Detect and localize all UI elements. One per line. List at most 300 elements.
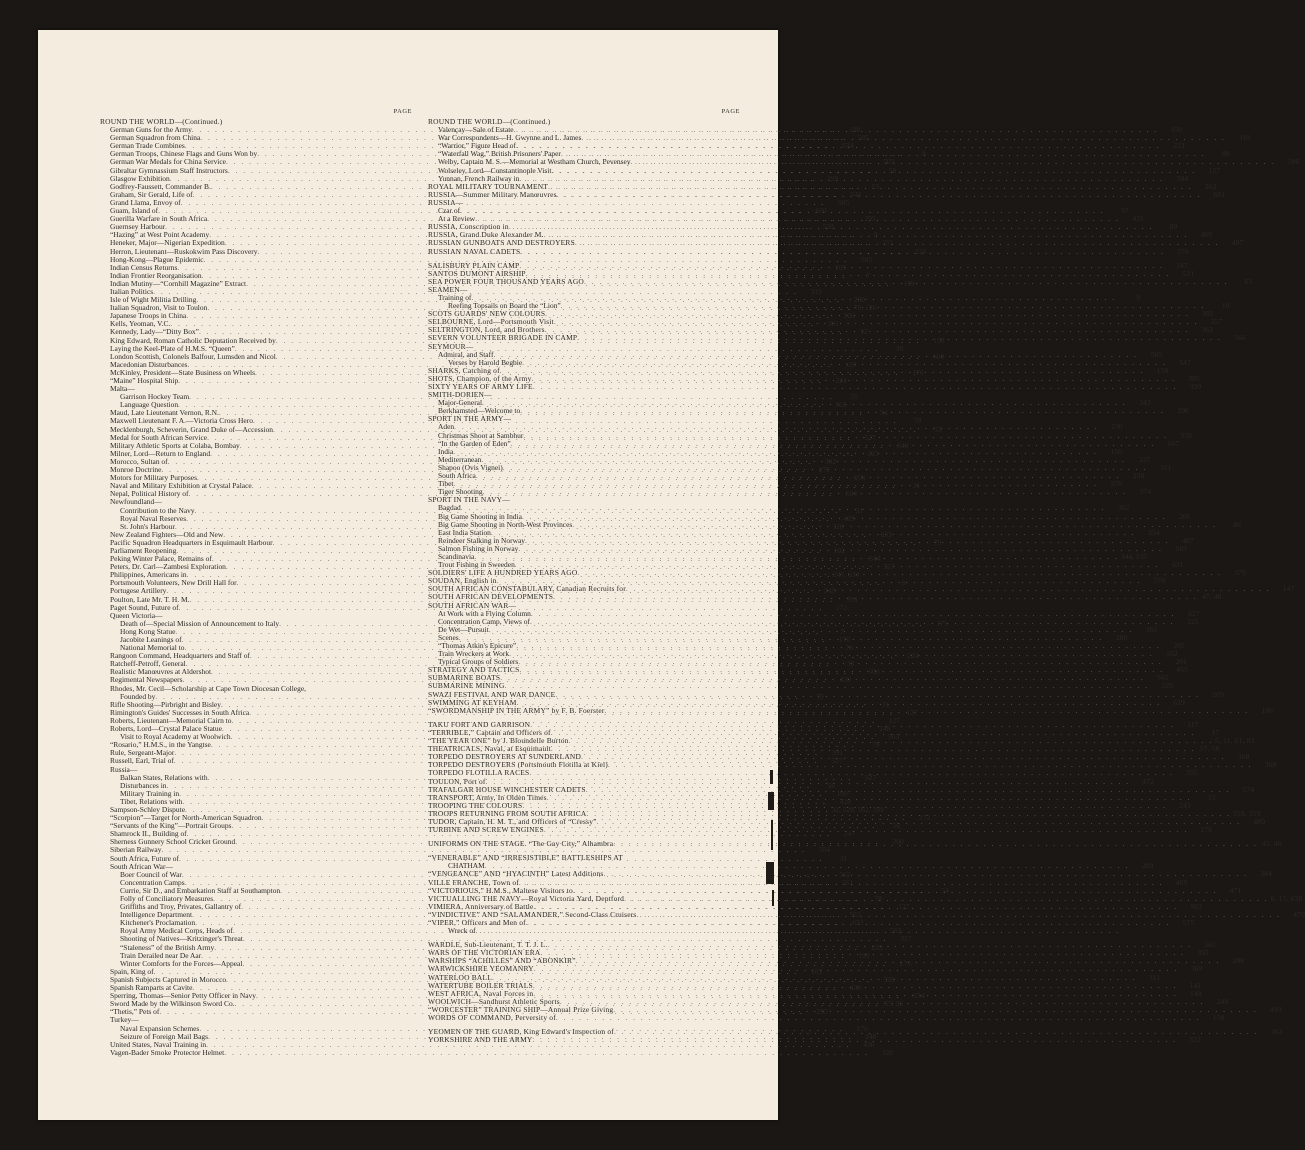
- entry-page-number: 285: [1173, 641, 1185, 650]
- entry-title: “Servants of the King”—Portrait Groups: [110, 821, 232, 831]
- entry-title: Reindeer Stalking in Norway: [438, 535, 525, 545]
- entry-page-number: 31: [840, 853, 848, 863]
- entry-title: Queen Victoria—: [110, 610, 163, 620]
- entry-title: SALISBURY PLAIN CAMP: [428, 260, 520, 270]
- entry-page-number: 198: [849, 125, 861, 135]
- entry-page-number: 472: [1142, 776, 1155, 786]
- entry-title: SOLDIERS' LIFE A HUNDRED YEARS AGO: [428, 568, 578, 578]
- entry-page-number: 57, 58: [1199, 744, 1220, 754]
- entry-page-number: 224: [914, 246, 927, 256]
- dot-leader: [544, 826, 1189, 834]
- entry-title: TORPEDO FLOTILLA RACES: [428, 768, 530, 778]
- entry-title: Train Derailed near De Aar: [120, 950, 202, 960]
- entry-title: Siberian Railway: [110, 845, 162, 855]
- entry-title: Visit to Royal Academy at Woolwich: [120, 732, 231, 742]
- entry-title: TROOPING THE COLOURS: [428, 800, 523, 810]
- entry-page-number: 78: [914, 416, 922, 426]
- entry-page-number: 600: [868, 667, 880, 677]
- entry-title: SOUDAN, English in: [428, 576, 497, 586]
- entry-page-number: 511: [1160, 462, 1172, 472]
- entry-page-number: 562: [839, 869, 851, 879]
- entry-title: Graham, Sir Gerald, Life of: [110, 189, 193, 199]
- entry-page-number: 284: [1260, 869, 1273, 879]
- entry-title: Naval and Military Exhibition at Crystal Palace: [110, 481, 252, 491]
- entry-page-number: 374: [1139, 487, 1152, 497]
- dot-leader: [556, 1014, 1201, 1022]
- entry-page-number: 528: [883, 974, 895, 984]
- entry-page-number: 429: [839, 796, 851, 806]
- entry-title: Guam, Island of: [110, 206, 159, 216]
- entry-title: Garrison Hockey Team: [120, 392, 190, 402]
- binding-edge-marks: [762, 770, 778, 910]
- entry-title: VIMIERA, Anniversary of Battle: [428, 901, 534, 911]
- entry-title: Spain, King of: [110, 966, 154, 976]
- entry-title: Folly of Conciliatory Measures: [120, 894, 214, 903]
- entry-page-number: 430: [849, 983, 861, 993]
- entry-page-number: 344: [849, 189, 862, 199]
- entry-title: “Waterfall Wag,” British Prisoners' Paper: [438, 149, 561, 159]
- entry-page-number: 585: [857, 133, 869, 143]
- entry-title: East India Station: [438, 527, 491, 537]
- dot-leader: [613, 837, 1258, 848]
- entry-title: Italian Squadron, Visit to Toulon: [110, 303, 208, 313]
- entry-page-number: 10: [1221, 301, 1230, 311]
- entry-page-number: 502: [1166, 649, 1178, 659]
- entry-page-number: 159: [1177, 246, 1189, 256]
- entry-page-number: 199: [858, 950, 870, 960]
- entry-page-number: 223: [871, 942, 883, 952]
- entry-title: Yunnan, French Railway in: [438, 173, 520, 183]
- entry-title: Czar of: [438, 206, 461, 216]
- entry-title: Hong Kong Statue: [120, 626, 176, 636]
- entry-title: Parliament Reopening: [110, 545, 177, 555]
- entry-page-number: 619: [1173, 697, 1186, 707]
- entry-page-number: 320: [881, 1047, 893, 1057]
- entry-title: TUDOR, Captain, H. M. T., and Officers of “Cressy”: [428, 816, 597, 826]
- entry-title: “Hazing” at West Point Academy: [110, 230, 210, 240]
- entry-page-number: 575: [1182, 918, 1195, 927]
- entry-title: SEYMOUR—: [428, 341, 474, 351]
- entry-page-number: 559: [1180, 430, 1192, 440]
- entry-title: Heneker, Major—Nigerian Expedition: [110, 238, 225, 248]
- entry-title: SWAZI FESTIVAL AND WAR DANCE: [428, 689, 556, 699]
- entry-page-number: 54: [941, 885, 949, 895]
- entry-page-number: 54: [880, 408, 888, 418]
- entry-title: SANTOS DUMONT AIRSHIP: [428, 268, 526, 278]
- entry-title: Philippines, Americans in: [110, 570, 187, 580]
- entry-title: RUSSIA—Summer Military Manœuvres: [428, 189, 557, 199]
- entry-title: Macedonian Disturbances: [110, 359, 188, 369]
- entry-title: RUSSIA, Grand Duke Alexander M.: [428, 230, 544, 240]
- entry-title: De Wet—Pursuit: [438, 624, 489, 634]
- entry-title: Founded by: [120, 691, 156, 701]
- entry-page-number: 296: [1177, 406, 1189, 416]
- entry-page-number: 565: [1156, 673, 1169, 683]
- entry-title: Train Wreckers at Work: [438, 649, 510, 659]
- entry-page-number: 344: [869, 554, 881, 564]
- entry-page-number: 47, 48: [1201, 592, 1222, 602]
- entry-title: Nepal, Political History of: [110, 489, 189, 499]
- entry-page-number: 329: [1161, 681, 1174, 691]
- entry-title: German Guns for the Army: [110, 125, 192, 135]
- entry-title: United States, Naval Training in: [110, 1039, 207, 1049]
- entry-page-number: 566: [1233, 333, 1246, 343]
- entry-title: Laying the Keel-Plate of H.M.S. “Queen”: [110, 343, 235, 353]
- entry-page-number: 103: [810, 966, 823, 976]
- entry-page-number: 569: [1150, 349, 1162, 359]
- entry-title: Sherness Gunnery School Cricket Ground: [110, 837, 236, 847]
- entry-title: STRATEGY AND TACTICS: [428, 665, 520, 675]
- entry-title: Winter Comforts for the Forces—Appeal: [120, 958, 243, 968]
- entry-page-number: 80: [1221, 149, 1230, 159]
- entry-title: Malta—: [110, 384, 135, 394]
- entry-page-number: 56: [892, 821, 900, 831]
- entry-page-number: 254: [1148, 527, 1160, 537]
- entry-page-number: 343: [1139, 398, 1151, 408]
- dot-leader: [476, 927, 1121, 935]
- entry-page-number: 570: [1153, 576, 1166, 586]
- entry-page-number: 421: [1132, 214, 1144, 224]
- entry-page-number: 363: [1270, 1027, 1283, 1037]
- entry-title: WARS OF THE VICTORIAN ERA: [428, 948, 541, 958]
- entry-title: New Zealand Fighters—Old and New: [110, 529, 224, 539]
- entry-page-number: 585: [860, 254, 873, 264]
- entry-title: Shooting of Natives—Kritzinger's Threat: [120, 934, 243, 944]
- entry-page-number: 31: [855, 505, 864, 515]
- entry-title: Tibet: [438, 479, 454, 489]
- entry-title: German Troops, Chinese Flags and Guns Won by: [110, 149, 258, 159]
- entry-page-number: 151: [882, 238, 894, 248]
- entry-page-number: 527: [864, 772, 877, 782]
- entry-title: Big Game Shooting in North-West Provinces: [438, 519, 573, 529]
- entry-title: Wolseley, Lord—Constantinople Visit: [438, 165, 552, 175]
- entry-title: Maxwell Lieutenant F. A.—Victoria Cross Hero: [110, 416, 253, 426]
- page-column-label: PAGE: [393, 108, 412, 115]
- entry-title: “Rosario,” H.M.S., in the Yangtse: [110, 740, 211, 750]
- entry-page-number: 527: [883, 562, 895, 572]
- entry-title: Italian Politics: [110, 286, 154, 296]
- entry-title: WARDLE, Sub-Lieutenant, T. T. J. L.: [428, 940, 548, 950]
- entry-title: Seizure of Foreign Mail Bags: [120, 1031, 208, 1041]
- entry-page-number: 223: [867, 448, 879, 458]
- dot-leader: [520, 407, 1165, 418]
- entry-page-number: 158: [1156, 365, 1169, 375]
- entry-page-number: 272: [818, 465, 830, 475]
- entry-title: London Scottish, Colonels Balfour, Lumsden and Nicol: [110, 351, 276, 361]
- entry-title: “VENGEANCE” AND “HYACINTH” Latest Additions: [428, 869, 604, 879]
- entry-page-number: 176: [838, 635, 851, 644]
- entry-page-number: 368: [1264, 760, 1277, 770]
- entry-page-number: 224: [907, 651, 919, 661]
- entry-title: Salmon Fishing in Norway: [438, 543, 519, 553]
- entry-page-number: 230: [1111, 422, 1123, 432]
- entry-title: Glasgow Exhibition: [110, 173, 170, 183]
- entry-title: “THE YEAR ONE” by J. Bloundelle Burton: [428, 736, 569, 746]
- entry-page-number: 103: [834, 262, 846, 272]
- entry-page-number: 147: [1282, 584, 1295, 594]
- index-entry: [100, 1047, 893, 1057]
- entry-page-number: 248: [879, 724, 891, 734]
- entry-page-number: 280: [1116, 632, 1128, 642]
- entry-page-number: 89: [1169, 222, 1178, 232]
- entry-page-number: 562: [849, 910, 861, 920]
- entry-title: Rangoon Command, Headquarters and Staff of: [110, 651, 250, 661]
- dot-leader: [224, 1049, 869, 1057]
- entry-title: Morocco, Sultan of: [110, 456, 168, 466]
- entry-title: Regimental Newspapers: [110, 675, 183, 685]
- entry-title: Paget Sound, Future of: [110, 602, 179, 612]
- entry-title: Griffiths and Troy, Privates, Gallantry of: [120, 902, 242, 912]
- entry-title: At Work with a Flying Column: [438, 608, 531, 618]
- entry-page-number: 8: [921, 149, 926, 159]
- entry-page-number: 391: [827, 319, 839, 329]
- entry-page-number: 322: [1189, 1035, 1201, 1045]
- entry-page-number: 199: [903, 278, 915, 288]
- entry-page-number: 504: [1176, 173, 1188, 183]
- entry-title: “Maine” Hospital Ship: [110, 376, 179, 385]
- entry-page-number: 430: [839, 675, 852, 685]
- dot-leader: [605, 707, 1250, 715]
- entry-title: “Thomas Atkin's Epicure”: [438, 641, 517, 650]
- entry-title: Rule, Sergeant-Major: [110, 748, 175, 758]
- entry-page-number: 430: [863, 1039, 875, 1049]
- entry-page-number: 158: [1212, 1013, 1225, 1023]
- entry-title: “VINDICTIVE” AND “SALAMANDER,” Second-Class Cruisers: [428, 909, 637, 919]
- entry-title: Trout Fishing in Sweeden: [438, 560, 515, 570]
- entry-title: Newfoundland—: [110, 497, 162, 507]
- entry-title: Indian Frontier Reorganisation: [110, 270, 202, 280]
- entry-title: Valençay—Sale of Estate: [438, 125, 514, 135]
- entry-page-number: 247: [844, 829, 856, 839]
- entry-title: Tibet, Relations with: [120, 796, 183, 806]
- entry-page-number: 583: [1175, 543, 1187, 553]
- entry-title: TURBINE AND SCREW ENGINES: [428, 825, 544, 835]
- entry-page-number: 17: [1211, 727, 1220, 737]
- entry-page-number: 319: [1238, 133, 1250, 143]
- entry-title: SEAMEN—: [428, 284, 468, 294]
- entry-page-number: 487: [1182, 535, 1194, 545]
- entry-page-number: 148: [1190, 988, 1202, 998]
- entry-title: VILLE FRANCHE, Town of: [428, 877, 519, 887]
- entry-page-number: 150: [933, 335, 945, 345]
- entry-page-number: 289: [1142, 861, 1154, 871]
- entry-page-number: 633: [880, 529, 892, 539]
- entry-title: SHARKS, Catching of: [428, 365, 500, 375]
- entry-title: Realistic Manœuvres at Aldershot: [110, 667, 212, 677]
- entry-title: South Africa, Future of: [110, 853, 179, 863]
- entry-page-number: 55: [871, 181, 880, 191]
- entry-page-number: 32: [860, 327, 868, 337]
- entry-title: Shapoo (Ovis Vignei): [438, 462, 503, 472]
- entry-page-number: 327: [1138, 454, 1150, 464]
- entry-title: Pacific Squadron Headquarters in Esquimault Harbour: [110, 537, 273, 547]
- entry-page-number: 176: [912, 367, 924, 377]
- entry-title: India: [438, 446, 454, 456]
- entry-page-number: 272: [835, 602, 848, 612]
- entry-title: SWIMMING AT KEYHAM: [428, 697, 517, 707]
- entry-title: Herron, Lieutenant—Ruskokwim Pass Discovery: [110, 246, 258, 256]
- entry-page-number: 607: [1168, 438, 1180, 448]
- entry-page-number: 97: [1121, 206, 1129, 216]
- entry-page-number: 32, 528, 562, 599: [831, 804, 884, 814]
- entry-title: WEST AFRICA, Naval Forces in: [428, 988, 534, 998]
- entry-page-number: 208: [1232, 956, 1245, 966]
- entry-title: Indian Census Returns: [110, 262, 178, 272]
- entry-page-number: 393: [1197, 948, 1209, 958]
- entry-title: Christmas Shoot at Sambhur: [438, 430, 524, 440]
- entry-page-number: 469: [1200, 230, 1213, 240]
- entry-page-number: 561: [1204, 940, 1216, 950]
- entry-page-number: 521: [1182, 268, 1195, 278]
- entry-title: TOULON, Port of: [428, 776, 486, 786]
- entry-title: SHOTS, Champion, of the Army: [428, 373, 532, 383]
- entry-title: Training of: [438, 292, 472, 302]
- entry-page-number: 379: [1234, 568, 1246, 578]
- entry-page-number: 175: [899, 958, 911, 968]
- entry-page-number: 33: [1207, 792, 1216, 802]
- entry-title: Roberts, Lord—Crystal Palace Statue: [110, 724, 222, 734]
- entry-page-number: 391: [846, 594, 858, 604]
- entry-title: King Edward, Roman Catholic Deputation Received by: [110, 335, 276, 345]
- entry-title: ROYAL MILITARY TOURNAMENT: [428, 181, 549, 191]
- entry-title: “Thetis,” Pets of: [110, 1007, 160, 1017]
- entry-title: Poulton, Late Mr. T. H. M.: [110, 594, 190, 604]
- entry-title: “SWORDMANSHIP IN THE ARMY” by F. B. Foerster: [428, 705, 605, 715]
- entry-page-number: 561: [835, 400, 847, 410]
- entry-page-number: 31: [882, 699, 890, 709]
- entry-title: Mediterranean: [438, 454, 482, 464]
- entry-title: South Africa: [438, 471, 476, 481]
- entry-title: St. John's Harbour: [120, 521, 175, 531]
- entry-page-number: 127: [888, 715, 900, 725]
- entry-title: SOUTH AFRICAN WAR—: [428, 600, 517, 610]
- entry-title: Isle of Wight Militia Drilling: [110, 295, 197, 305]
- entry-page-number: 200: [853, 295, 865, 305]
- entry-page-number: 125: [1187, 616, 1199, 626]
- entry-title: Portsmouth Volunteers, New Drill Hall for: [110, 578, 237, 588]
- entry-title: Sampson-Schley Dispute: [110, 804, 185, 814]
- entry-title: Berkhamsted—Welcome to: [438, 406, 521, 416]
- entry-page-number: 30: [895, 343, 904, 353]
- entry-page-number: 362: [1201, 325, 1214, 335]
- entry-title: CHATHAM: [448, 861, 485, 871]
- entry-title: Concentration Camp, Views of: [438, 616, 530, 626]
- dot-leader: [557, 191, 1202, 199]
- entry-title: “TERRIBLE,” Captain and Officers of: [428, 727, 551, 737]
- entry-title: At a Review: [438, 214, 476, 224]
- entry-title: Peters, Dr. Carl—Zambesi Exploration: [110, 562, 226, 572]
- entry-title: Aden: [438, 422, 455, 432]
- entry-title: Spanish Ramparts at Cavite: [110, 983, 193, 993]
- index-page: [38, 30, 1305, 1120]
- entry-title: WORDS OF COMMAND, Perversity of: [428, 1013, 556, 1023]
- entry-title: Sword Made by the Wilkinson Sword Co.: [110, 999, 235, 1009]
- entry-title: Intelligence Department: [120, 910, 193, 920]
- entry-title: Guerilla Warfare in South Africa: [110, 214, 208, 224]
- entry-page-number: 126: [843, 311, 855, 321]
- entry-page-number: 78: [845, 643, 853, 653]
- entry-page-number: 56: [888, 165, 897, 175]
- entry-title: WARWICKSHIRE YEOMANRY: [428, 964, 534, 974]
- entry-title: McKinley, President—State Business on Wheels: [110, 367, 256, 377]
- entry-title: “VENERABLE” AND “IRRESISTIBLE” BATTLESHIPS AT: [428, 853, 623, 863]
- entry-page-number: 368: [1237, 752, 1250, 762]
- entry-title: SOUTH AFRICAN CONSTABULARY, Canadian Recruits for: [428, 584, 626, 594]
- entry-page-number: 9: [1136, 292, 1140, 302]
- entry-page-number: 497: [1231, 238, 1244, 248]
- entry-title: Hong-Kong—Plague Epidemic: [110, 254, 204, 264]
- entry-page-number: 470: [1293, 909, 1305, 919]
- entry-title: SELTRINGTON, Lord, and Brothers: [428, 325, 545, 335]
- entry-title: Disturbances in: [120, 780, 167, 790]
- entry-title: Guernsey Harbour: [110, 222, 166, 232]
- entry-page-number: 86: [1233, 519, 1241, 529]
- entry-title: German War Medals for China Service: [110, 157, 226, 167]
- dot-leader: [584, 278, 1229, 286]
- entry-title: Peking Winter Palace, Remains of: [110, 554, 212, 564]
- entry-title: Milner, Lord—Return to England: [110, 448, 211, 458]
- entry-page-number: 601: [1213, 189, 1226, 199]
- entry-title: TORPEDO DESTROYERS (Portsmouth Flotilla at Kiel): [428, 760, 608, 770]
- entry-page-number: 7: [866, 270, 871, 280]
- entry-title: “Warrior,” Figure Head of: [438, 141, 516, 151]
- entry-title: Death of—Special Mission of Announcement to Italy: [120, 618, 280, 628]
- entry-title: Currie, Sir D., and Embarkation Staff at Southampton: [120, 885, 281, 895]
- entry-title: Language Question: [120, 400, 179, 410]
- entry-page-number: 600: [933, 351, 945, 361]
- entry-page-number: 55: [850, 392, 858, 402]
- entry-page-number: 141: [1189, 980, 1202, 990]
- entry-title: SCOTS GUARDS' NEW COLOURS: [428, 309, 546, 319]
- entry-title: SPORT IN THE NAVY—: [428, 495, 510, 505]
- entry-page-number: 357: [1210, 317, 1223, 327]
- entry-title: ROUND THE WORLD—(Continued.): [100, 117, 223, 126]
- entry-page-number: 45, 46: [1261, 839, 1282, 849]
- entry-title: South African War—: [110, 861, 173, 871]
- entry-title: Concentration Camps: [120, 877, 185, 887]
- entry-title: Tiger Shooting: [438, 487, 483, 497]
- entry-page-number: 355: [1186, 768, 1198, 778]
- entry-title: Kitchener's Proclamation: [120, 918, 196, 928]
- entry-page-number: 102: [833, 545, 845, 555]
- entry-title: Royal Naval Reserves: [120, 513, 187, 523]
- entry-title: WOOLWICH—Sandhurst Athletic Sports: [428, 996, 560, 1006]
- entry-page-number: 503: [883, 157, 895, 167]
- entry-page-number: 117: [1187, 719, 1199, 729]
- entry-title: TORPEDO DESTROYERS AT SUNDERLAND: [428, 752, 582, 762]
- entry-title: “In the Garden of Eden”: [438, 438, 511, 448]
- entry-title: RUSSIAN NAVAL CADETS: [428, 246, 521, 256]
- entry-title: Jacobite Leanings of: [120, 635, 182, 644]
- entry-title: SUBMARINE MINING: [428, 681, 505, 691]
- entry-page-number: 347: [1176, 260, 1188, 270]
- entry-title: Monroe Doctrine: [110, 465, 162, 475]
- entry-page-number: 527: [864, 432, 876, 442]
- entry-title: Turkey—: [110, 1015, 139, 1025]
- entry-page-number: 503: [887, 732, 900, 742]
- dot-leader: [577, 334, 1222, 342]
- entry-page-number: 247, 634: [833, 570, 860, 580]
- entry-title: RUSSIA—: [428, 197, 464, 207]
- entry-page-number: 305: [1201, 309, 1214, 319]
- entry-title: Royal Army Medical Corps, Heads of: [120, 926, 233, 936]
- entry-page-number: 150: [1170, 125, 1183, 135]
- entry-title: Maud, Late Lieutenant Vernon, R.N.: [110, 408, 219, 418]
- entry-title: Russia—: [110, 764, 138, 774]
- entry-title: Balkan States, Relations with: [120, 772, 208, 782]
- entry-title: Grand Llama, Envoy of: [110, 197, 181, 207]
- entry-title: WATERLOO BALL: [428, 972, 492, 982]
